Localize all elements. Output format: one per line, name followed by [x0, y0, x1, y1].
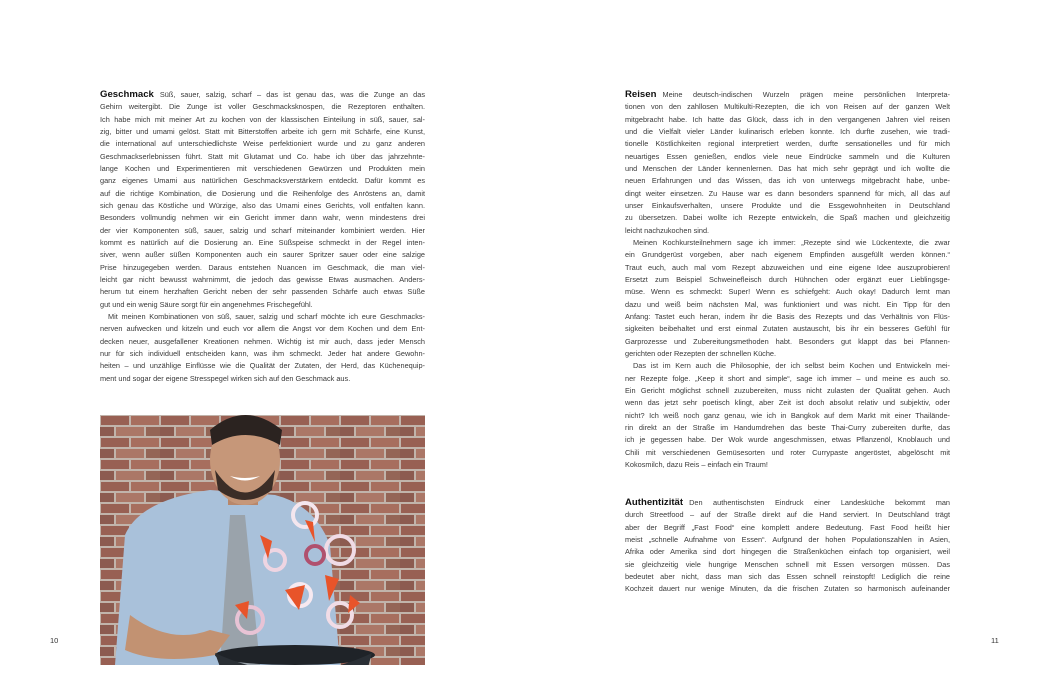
reisen-line: [625, 397, 950, 409]
line-text: Gehirn weitergibt. Die Zunge ist voller Geschmacksknospen, die Rezeptoren enthalten.: [100, 102, 425, 112]
reisen-line: [625, 225, 950, 237]
line-text: Meine deutsch-indischen Wurzeln prägen meine persönlichen Interpreta-: [662, 90, 950, 99]
reisen-heading: Reisen: [625, 89, 657, 100]
geschmack-line: [100, 188, 425, 200]
line-text: auf die richtige Kombination, die Dosierung und die Reihenfolge des Anröstens an, damit: [100, 188, 425, 198]
line-text: leicht gar nicht bewusst wahrnimmt, die jedoch das gewisse Etwas ausmachen. Anders-: [100, 274, 425, 284]
reisen-line: [625, 175, 950, 187]
line-text: die international auf unterschiedlichste Weise perfektioniert wurde und zu ganz anderen: [100, 139, 425, 149]
authentizitaet-line: [625, 509, 950, 521]
authentizitaet-line: [625, 571, 950, 583]
line-text: Garprozesse und Zubereitungsmethoden habt. Besonders gut klappt das bei Pfannen-: [625, 336, 950, 346]
line-text: dingt weiter einsetzen. Zu Hause war es dann besonders spannend für mich, all das auf: [625, 188, 950, 198]
line-text: rin direkt an der Straße im Handumdrehen das beste Thai-Curry zubereiten durfte, das: [625, 422, 950, 432]
line-text: ein Grundgerüst vorgeben, aber nach eigenem Empfinden ausgefüllt werden können.“: [625, 250, 950, 260]
geschmack-line: [100, 212, 425, 224]
reisen-line: [625, 262, 950, 274]
line-text: Besonders vollmundig nehmen wir ein Gericht immer dann wahr, wenn mindestens drei: [100, 213, 425, 223]
geschmack-line: [100, 373, 425, 385]
line-text: müse. Wenn es schmeckt: Super! Wenn es schiefgeht: Auch okay! Dadurch lernt man: [625, 287, 950, 297]
line-text: durch Streetfood – auf der Straße direkt auf die Hand serviert. In Deutschland trägt: [625, 510, 950, 520]
reisen-section: [625, 89, 950, 471]
chef-tossing-vegetables-image: [100, 415, 425, 665]
line-text: sie gleichzeitig viele hungrige Menschen schnell mit Essen versorgen müssen. Das: [625, 559, 950, 569]
line-text: ment und sogar der eigene Stresspegel wirken sich auf den Geschmack aus.: [100, 373, 351, 383]
page-number-right: 11: [991, 636, 999, 645]
geschmack-line: [100, 274, 425, 286]
geschmack-line: [100, 249, 425, 261]
reisen-line: [625, 286, 950, 298]
authentizitaet-line: [625, 497, 950, 509]
reisen-line: [625, 237, 950, 249]
geschmack-line: [100, 299, 425, 311]
line-text: Chili mit verschiedenen Gemüsesorten und roter Currypaste angeröstet, abgelöscht mit: [625, 447, 950, 457]
geschmack-line: [100, 286, 425, 298]
reisen-line: [625, 434, 950, 446]
line-text: gut und ein wenig Säure sorgt für ein angenehmes Frischegefühl.: [100, 299, 313, 309]
geschmack-line: [100, 323, 425, 335]
geschmack-line: [100, 336, 425, 348]
reisen-line: [625, 410, 950, 422]
line-text: Kokosmilch, dazu Reis – einfach ein Traum!: [625, 459, 768, 469]
line-text: lange Kochen und Experimentieren mit verschiedenen Gewürzen und Produkten mein: [100, 163, 425, 173]
geschmack-line: [100, 114, 425, 126]
line-text: Anfang: Tastet euch heran, indem ihr die Basis des Rezepts und das Verhältnis von Flüs-: [625, 311, 950, 321]
line-text: nerven aufwecken und kitzeln und euch vor allem die Angst vor dem Kochen und dem Ent-: [100, 324, 425, 334]
reisen-line: [625, 348, 950, 360]
reisen-line: [625, 299, 950, 311]
line-text: Geschmackserlebnissen führt. Statt mit Glutamat und Co. habe ich über das jahrzehnte-: [100, 151, 425, 161]
reisen-line: [625, 138, 950, 150]
line-text: siver, wenn außer süßen Komponenten auch ein saurer Spritzer sauer oder eine salzige: [100, 250, 425, 260]
geschmack-line: [100, 200, 425, 212]
geschmack-line: [100, 163, 425, 175]
line-text: Das ist im Kern auch die Philosophie, der ich selbst beim Kochen und Entwickeln mei-: [633, 361, 950, 371]
reisen-line: [625, 188, 950, 200]
reisen-line: [625, 249, 950, 261]
reisen-line: [625, 447, 950, 459]
reisen-line: [625, 151, 950, 163]
line-text: bedeutet aber nicht, dass man sich das Essen schnell reinstopft! Lediglich die reine: [625, 571, 950, 581]
line-text: und die Vielfalt vieler Länder kulinarisch erleben konnte. Ich durfte zusehen, wie tradi-: [625, 126, 950, 136]
reisen-line: [625, 114, 950, 126]
reisen-line: [625, 373, 950, 385]
authentizitaet-line: [625, 559, 950, 571]
authentizitaet-heading: Authentizität: [625, 497, 684, 508]
authentizitaet-line: [625, 583, 950, 595]
authentizitaet-section: [625, 497, 950, 596]
line-text: herum tut einem herzhaften Gericht neben der sehr passenden Schärfe auch etwas Süße: [100, 287, 425, 297]
reisen-line: [625, 422, 950, 434]
geschmack-line: [100, 311, 425, 323]
line-text: nur für sich individuell entscheiden kann, was ihm schmeckt. Jeder hat andere Gewohn-: [100, 348, 425, 358]
geschmack-line: [100, 89, 425, 101]
line-text: meist „schnelle Aufnahme von Essen“. Aufgrund der hohen Populationszahlen in Asien,: [625, 534, 950, 544]
line-text: Ein Gericht möglichst schnell zuzubereiten, muss nicht zulasten der Qualität gehen. Auch: [625, 385, 950, 395]
reisen-line: [625, 311, 950, 323]
reisen-line: [625, 126, 950, 138]
line-text: ich je gegessen habe. Der Wok wurde angeschmissen, etwas Pflanzenöl, Knoblauch und: [625, 435, 950, 445]
line-text: Traut euch, auch mal vom Rezept abzuweichen und eine eigene Idee auszuprobieren!: [625, 262, 950, 272]
reisen-line: [625, 101, 950, 113]
geschmack-line: [100, 225, 425, 237]
line-text: Afrika oder Amerika sind dort hingegen die Straßenküchen einfach top organisiert, weil: [625, 547, 950, 557]
reisen-line: [625, 385, 950, 397]
line-text: gerichten oder Rezepten der schnellen Küche.: [625, 348, 777, 358]
line-text: unser Einkaufsverhalten, unsere Produkte und die Essgewohnheiten in Deutschland: [625, 200, 950, 210]
line-text: ganz eigenes Umami aus natürlichen Geschmacksverstärkern entdeckt. Dafür kommt es: [100, 176, 425, 186]
line-text: aber der Begriff „Fast Food“ eine komplett andere Bedeutung. Fast Food heißt hier: [625, 522, 950, 532]
line-text: zig, bitter und umami gelöst. Statt mit Bitterstoffen arbeite ich gern mit Schärfe, eine Kunst,: [100, 126, 425, 136]
geschmack-line: [100, 237, 425, 249]
geschmack-heading: Geschmack: [100, 89, 154, 100]
geschmack-line: [100, 348, 425, 360]
chef-photo: [100, 415, 425, 665]
authentizitaet-line: [625, 546, 950, 558]
reisen-line: [625, 274, 950, 286]
line-text: Den authentischsten Eindruck einer Landesküche bekommt man: [689, 498, 950, 507]
line-text: und Menschen der Länder kennenlernen. Das hat mich sehr geprägt und ich wollte die: [625, 163, 950, 173]
line-text: neuartiges Essen genießen, endlos viele neue Eindrücke sammeln und die Kulturen: [625, 151, 950, 161]
line-text: heiten – und unzählige Einflüsse wie die Qualität der Zutaten, der Herd, das Küchenequip-: [100, 361, 425, 371]
line-text: mitgebracht habe. Ich hatte das Glück, dass ich in den vergangenen Jahren viel reisen: [625, 114, 950, 124]
reisen-line: [625, 323, 950, 335]
line-text: ner Rezepte folge. „Keep it short and simple“, sage ich immer – und meine es auch so.: [625, 373, 950, 383]
line-text: kommt es natürlich auf die Dosierung an. Eine Süßspeise schmeckt in der Regel inten-: [100, 237, 425, 247]
reisen-line: [625, 336, 950, 348]
line-text: Ersetzt zum Beispiel Schweinefleisch durch Hühnchen oder ergänzt euer Lieblingsge-: [625, 274, 950, 284]
reisen-line: [625, 360, 950, 372]
line-text: leicht nachzukochen sind.: [625, 225, 710, 235]
authentizitaet-line: [625, 534, 950, 546]
geschmack-line: [100, 101, 425, 113]
line-text: Mit meinen Kombinationen von süß, sauer, salzig und scharf möchte ich eure Geschmacks-: [108, 311, 425, 321]
line-text: zu übersetzen. Dabei wollte ich Rezepte entwickeln, die Spaß machen und gleichzeitig: [625, 213, 950, 223]
line-text: decken neuer, ausgefallener Kreationen nehmen. Wichtig ist mir auch, dass jeder Mensch: [100, 336, 425, 346]
geschmack-line: [100, 360, 425, 372]
line-text: nicht? Ich weiß noch ganz genau, wie ich in Bangkok auf dem Markt mit einer Thailände-: [625, 410, 950, 420]
line-text: Ich habe mich mit meiner Art zu kochen von der klassischen Einteilung in süß, sauer, sal-: [100, 114, 425, 124]
line-text: der vier Komponenten süß, sauer, salzig und scharf miteinander kombiniert werden. Hier: [100, 225, 425, 235]
geschmack-line: [100, 126, 425, 138]
line-text: tionelle Köstlichkeiten regional interpretiert werden, durfte sensationelles und für mich: [625, 139, 950, 149]
line-text: neuen Erfahrungen und das Wissen, das ich von unterwegs mitgebracht habe, unbe-: [625, 176, 950, 186]
authentizitaet-line: [625, 522, 950, 534]
geschmack-line: [100, 262, 425, 274]
line-text: Meinen Kochkursteilnehmern sage ich immer: „Rezepte sind wie Lückentexte, die zwar: [633, 237, 950, 247]
line-text: sigkeiten beibehaltet und erst einmal Zutaten austauscht, bis ihr ein besseres Gefühl für: [625, 324, 950, 334]
line-text: Prise hinzugegeben werden. Daraus entstehen Nuancen im Geschmack, die man viel-: [100, 262, 425, 272]
reisen-line: [625, 200, 950, 212]
geschmack-line: [100, 151, 425, 163]
geschmack-line: [100, 138, 425, 150]
line-text: sich genau das Köstliche und Würzige, also das Umami eines Gerichts, voll entfalten kann.: [100, 200, 425, 210]
geschmack-line: [100, 175, 425, 187]
page-number-left: 10: [50, 636, 59, 645]
line-text: tionen von den zahllosen Multikulti-Rezepten, die ich von Reisen auf der ganzen Welt: [625, 102, 950, 112]
reisen-line: [625, 459, 950, 471]
line-text: dazu und weiß beim nächsten Mal, was funktioniert und was nicht. Ein Tipp für den: [625, 299, 950, 309]
geschmack-section: [100, 89, 425, 385]
reisen-line: [625, 89, 950, 101]
line-text: Süß, sauer, salzig, scharf – das ist genau das, was die Zunge an das: [159, 90, 425, 99]
line-text: wenn das jetzt sehr poetisch klingt, aber Zeit ist doch absolut relativ und subjektiv, oder: [625, 398, 950, 408]
line-text: Kochzeit dauert nur wenige Minuten, da die frischen Zutaten so harmonisch aufeinander: [625, 584, 950, 594]
reisen-line: [625, 163, 950, 175]
reisen-line: [625, 212, 950, 224]
